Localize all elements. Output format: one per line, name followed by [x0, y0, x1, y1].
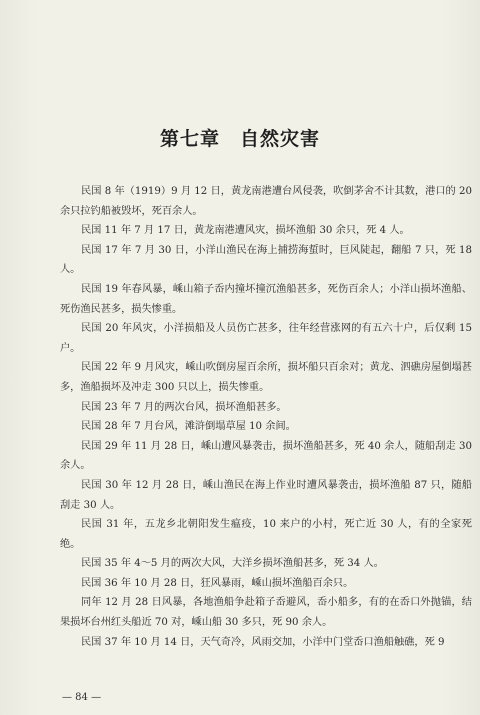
page-number: — 84 —	[62, 692, 102, 703]
paragraph: 民国 36 年 10 月 28 日，狂风暴雨，嵊山损坏渔船百余只。	[81, 577, 354, 589]
paragraph: 同年 12 月 28 日风暴，各地渔船争赴箱子岙避风，岙小船多，有的在岙口外抛锚，结果损坏台州红头船近 70 对，嵊山船 30 多只，死 90 余人。	[60, 597, 472, 629]
chapter-title: 第七章 自然灾害	[159, 128, 320, 150]
paragraph: 民国 30 年 12 月 28 日，嵊山渔民在海上作业时遭风暴袭击，损坏渔船 87 只，随船刮走 30 人。	[60, 479, 472, 511]
paragraph: 民国 19 年春风暴，嵊山箱子岙内撞坏撞沉渔船甚多，死伤百余人；小洋山损坏渔船、死伤渔民甚多，损失惨重。	[60, 283, 472, 315]
paragraph: 民国 28 年 7 月台风，滩浒倒塌草屋 10 余间。	[81, 421, 296, 433]
paragraph: 民国 20 年风灾，小洋损船及人员伤亡甚多，往年经营涨网的有五六十户，后仅剩 15 户。	[60, 323, 472, 354]
paragraph: 民国 22 年 9 月风灾，嵊山吹倒房屋百余所，损坏船只百余对；黄龙、泗礁房屋倒塌甚多，渔船损坏及冲走 300 只以上，损失惨重。	[60, 362, 472, 393]
paragraph: 民国 23 年 7 月的两次台风，损坏渔船甚多。	[81, 401, 287, 413]
paragraph: 民国 31 年，五龙乡北朝阳发生瘟疫，10 来户的小村，死亡近 30 人，有的全家死绝。	[60, 519, 472, 550]
paragraph: 民国 37 年 10 月 14 日，天气奇冷，风雨交加，小洋中门堂岙口渔船触礁，死 9	[81, 636, 445, 648]
paragraph: 民国 8 年（1919）9 月 12 日，黄龙南港遭台风侵袭，吹倒茅舍不计其数，港口的 20 余只拉钓船被毁坏，死百余人。	[60, 186, 472, 217]
paragraph: 民国 17 年 7 月 30 日，小洋山渔民在海上捕捞海蜇时，巨风陡起，翻船 7 只，死 18 人。	[60, 244, 472, 276]
paragraph: 民国 11 年 7 月 17 日，黄龙南港遭风灾，损坏渔船 30 余只，死 4 人。	[81, 225, 410, 237]
paragraph: 民国 35 年 4～5 月的两次大风，大洋乡损坏渔船甚多，死 34 人。	[81, 558, 384, 570]
paragraph: 民国 29 年 11 月 28 日，嵊山遭风暴袭击，损坏渔船甚多，死 40 余人，随船刮走 30 余人。	[60, 440, 472, 472]
chapter-body	[60, 182, 472, 652]
